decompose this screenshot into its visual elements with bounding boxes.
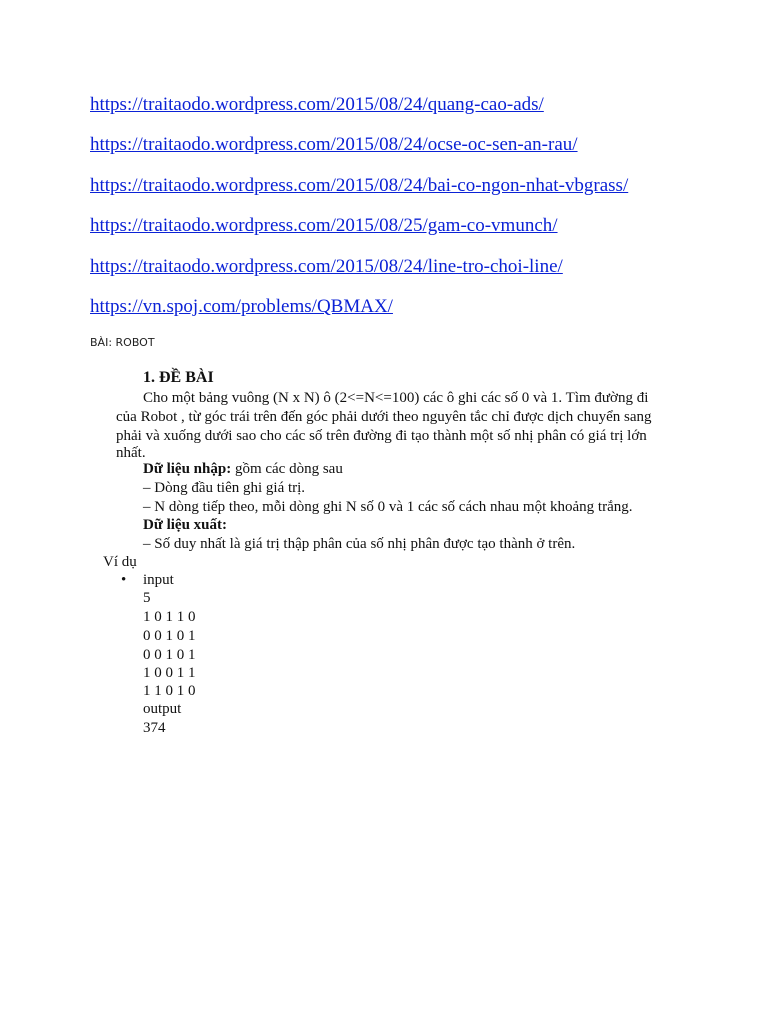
desc-line: phải và xuống dưới sao cho các số trên đường đi tạo thành một số nhị phân có giá trị lớn (116, 428, 647, 444)
link-quang-cao-ads[interactable]: https://traitaodo.wordpress.com/2015/08/24/quang-cao-ads/ (90, 94, 544, 115)
input-label: Dữ liệu nhập: (143, 461, 232, 477)
desc-line: của Robot , từ góc trái trên đến góc phải dưới theo nguyên tắc chỉ được dịch chuyển sang (116, 409, 652, 425)
input-line: – Dòng đầu tiên ghi giá trị. (143, 480, 306, 496)
input-spec (143, 460, 343, 478)
example-line: output (143, 701, 182, 717)
bullet-icon: • (121, 572, 127, 588)
example-line: 1 0 0 1 1 (143, 665, 196, 681)
output-label: Dữ liệu xuất: (143, 517, 228, 533)
example-line: 0 0 1 0 1 (143, 647, 196, 663)
link-vmunch[interactable]: https://traitaodo.wordpress.com/2015/08/25/gam-co-vmunch/ (90, 215, 558, 236)
section-title: BÀI: ROBOT (90, 336, 155, 349)
link-line[interactable]: https://traitaodo.wordpress.com/2015/08/24/line-tro-choi-line/ (90, 256, 563, 277)
example-line: 5 (143, 590, 151, 606)
problem-heading: 1. ĐỀ BÀI (143, 369, 214, 386)
example-line: 1 0 1 1 0 (143, 609, 196, 625)
example-line: 1 1 0 1 0 (143, 683, 196, 699)
desc-line: Cho một bảng vuông (N x N) ô (2<=N<=100) các ô ghi các số 0 và 1. Tìm đường đi (143, 390, 649, 406)
example-label: Ví dụ (103, 554, 137, 570)
example-line: 0 0 1 0 1 (143, 628, 196, 644)
desc-line: nhất. (116, 445, 146, 461)
example-line: input (143, 572, 174, 588)
output-line: – Số duy nhất là giá trị thập phân của số nhị phân được tạo thành ở trên. (143, 536, 576, 552)
example-line: 374 (143, 720, 166, 736)
link-qbmax[interactable]: https://vn.spoj.com/problems/QBMAX/ (90, 296, 393, 317)
link-vbgrass[interactable]: https://traitaodo.wordpress.com/2015/08/24/bai-co-ngon-nhat-vbgrass/ (90, 175, 629, 196)
input-line: – N dòng tiếp theo, mỗi dòng ghi N số 0 và 1 các số cách nhau một khoảng trắng. (143, 499, 633, 515)
input-desc: gồm các dòng sau (231, 461, 343, 477)
link-ocse[interactable]: https://traitaodo.wordpress.com/2015/08/24/ocse-oc-sen-an-rau/ (90, 134, 578, 155)
